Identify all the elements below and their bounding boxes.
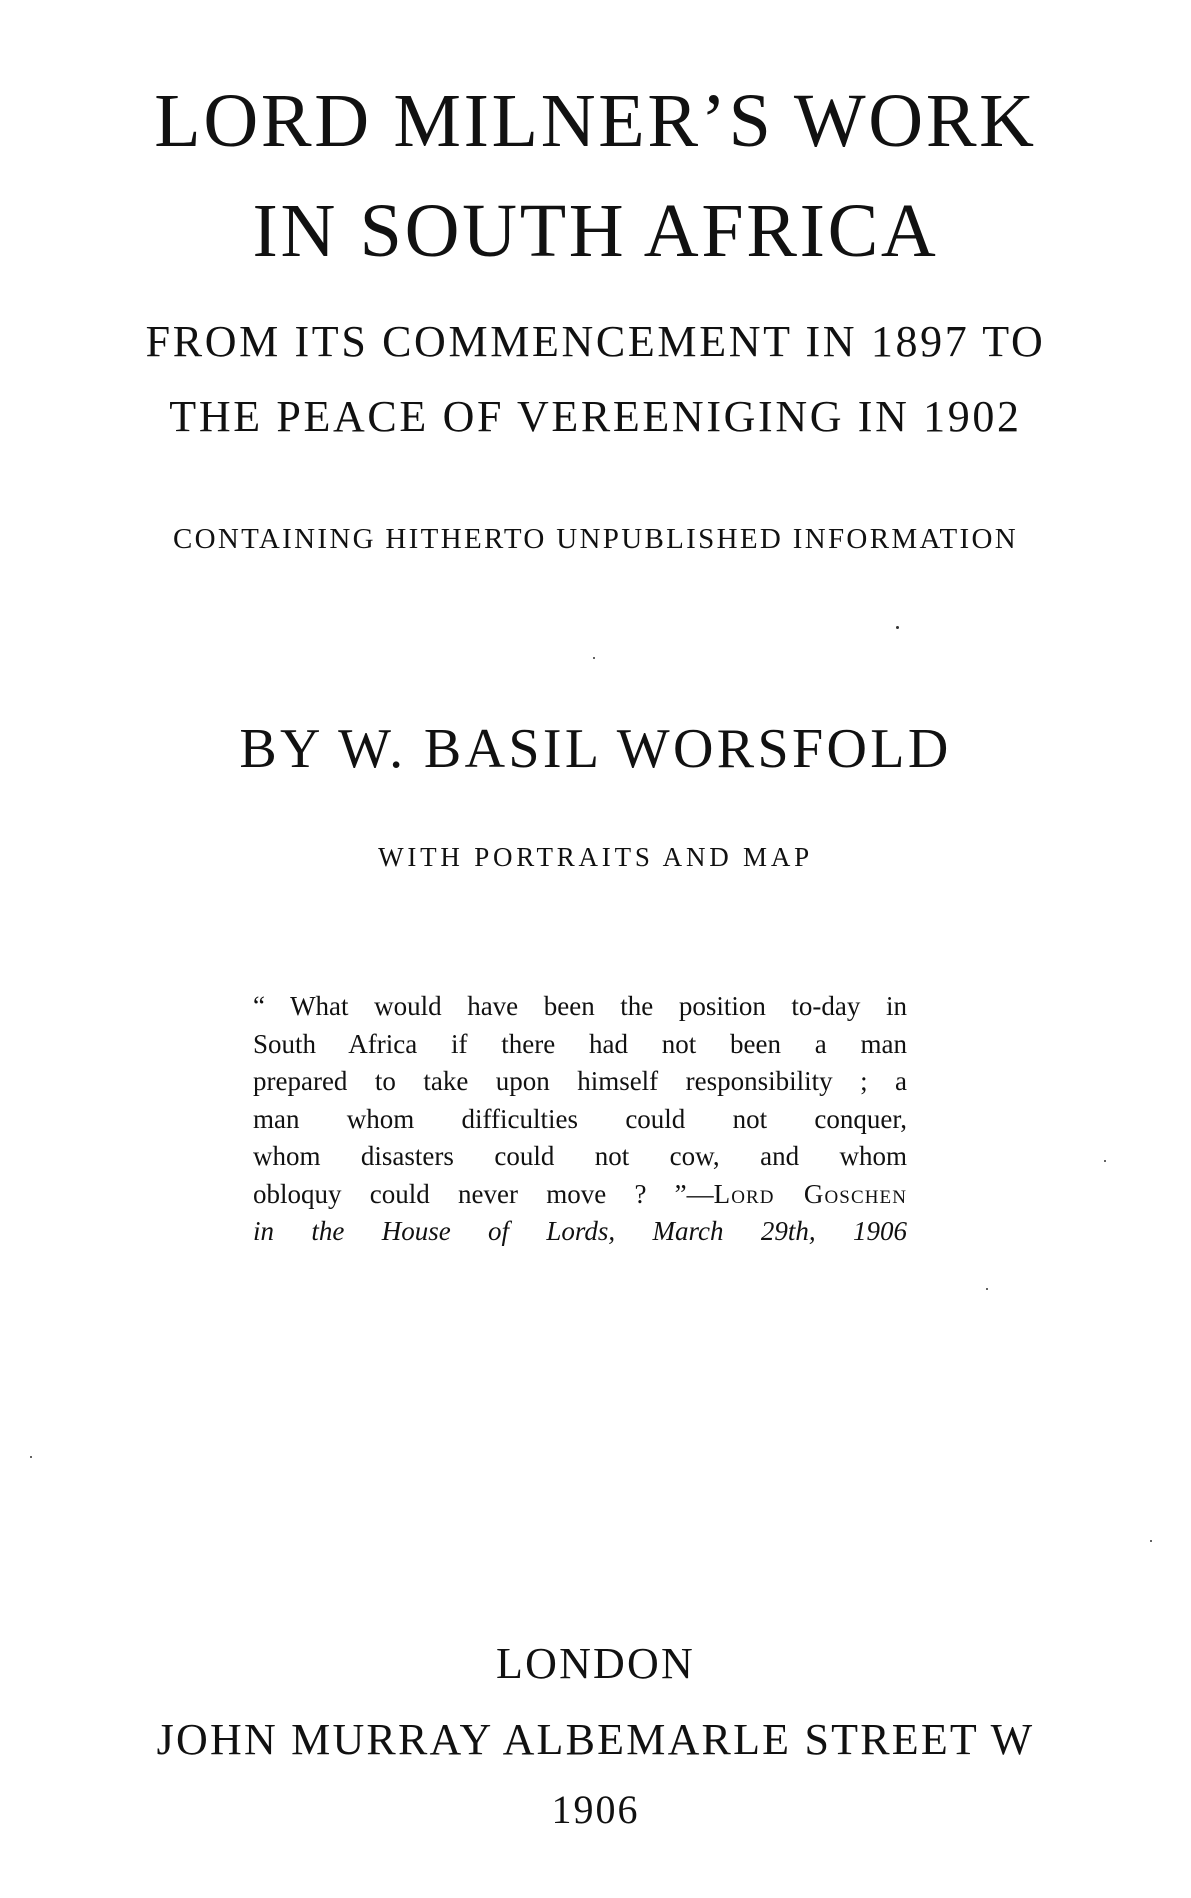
book-title-line-2: IN SOUTH AFRICA [252,189,939,273]
book-title-line-1: LORD MILNER’S WORK [154,79,1037,163]
imprint-year: 1906 [551,1787,640,1832]
epigraph-line: man whom difficulties could not conquer, [253,1103,907,1134]
containing-note: CONTAINING HITHERTO UNPUBLISHED INFORMATION [172,523,1019,555]
illustrations-note: WITH PORTRAITS AND MAP [378,842,813,872]
imprint-publisher: JOHN MURRAY ALBEMARLE STREET W [156,1715,1035,1764]
subtitle-line-1: FROM ITS COMMENCEMENT IN 1897 TO [145,317,1046,366]
epigraph-line: “ What would have been the position to-day in [253,991,907,1021]
scan-speck [593,657,595,659]
scan-speck [30,1456,32,1458]
imprint-city: LONDON [496,1639,695,1688]
epigraph-line: prepared to take upon himself responsibility ; a [253,1066,907,1096]
epigraph-last-line [253,1176,907,1214]
epigraph-line: South Africa if there had not been a man [253,1028,907,1059]
scan-speck [986,1288,988,1290]
epigraph-attribution: Lord Goschen [713,1178,908,1209]
epigraph-line: whom disasters could not cow, and whom [253,1141,907,1171]
scan-speck [1104,1160,1106,1162]
scan-speck [896,626,899,629]
epigraph [253,988,907,1251]
subtitle-line-2: THE PEACE OF VEREENIGING IN 1902 [169,392,1022,441]
scan-speck [1150,1540,1152,1542]
epigraph-line: obloquy could never move ? ”— [253,1178,714,1209]
epigraph-source: in the House of Lords, March 29th, 1906 [253,1216,907,1246]
author-byline: BY W. BASIL WORSFOLD [239,718,952,780]
